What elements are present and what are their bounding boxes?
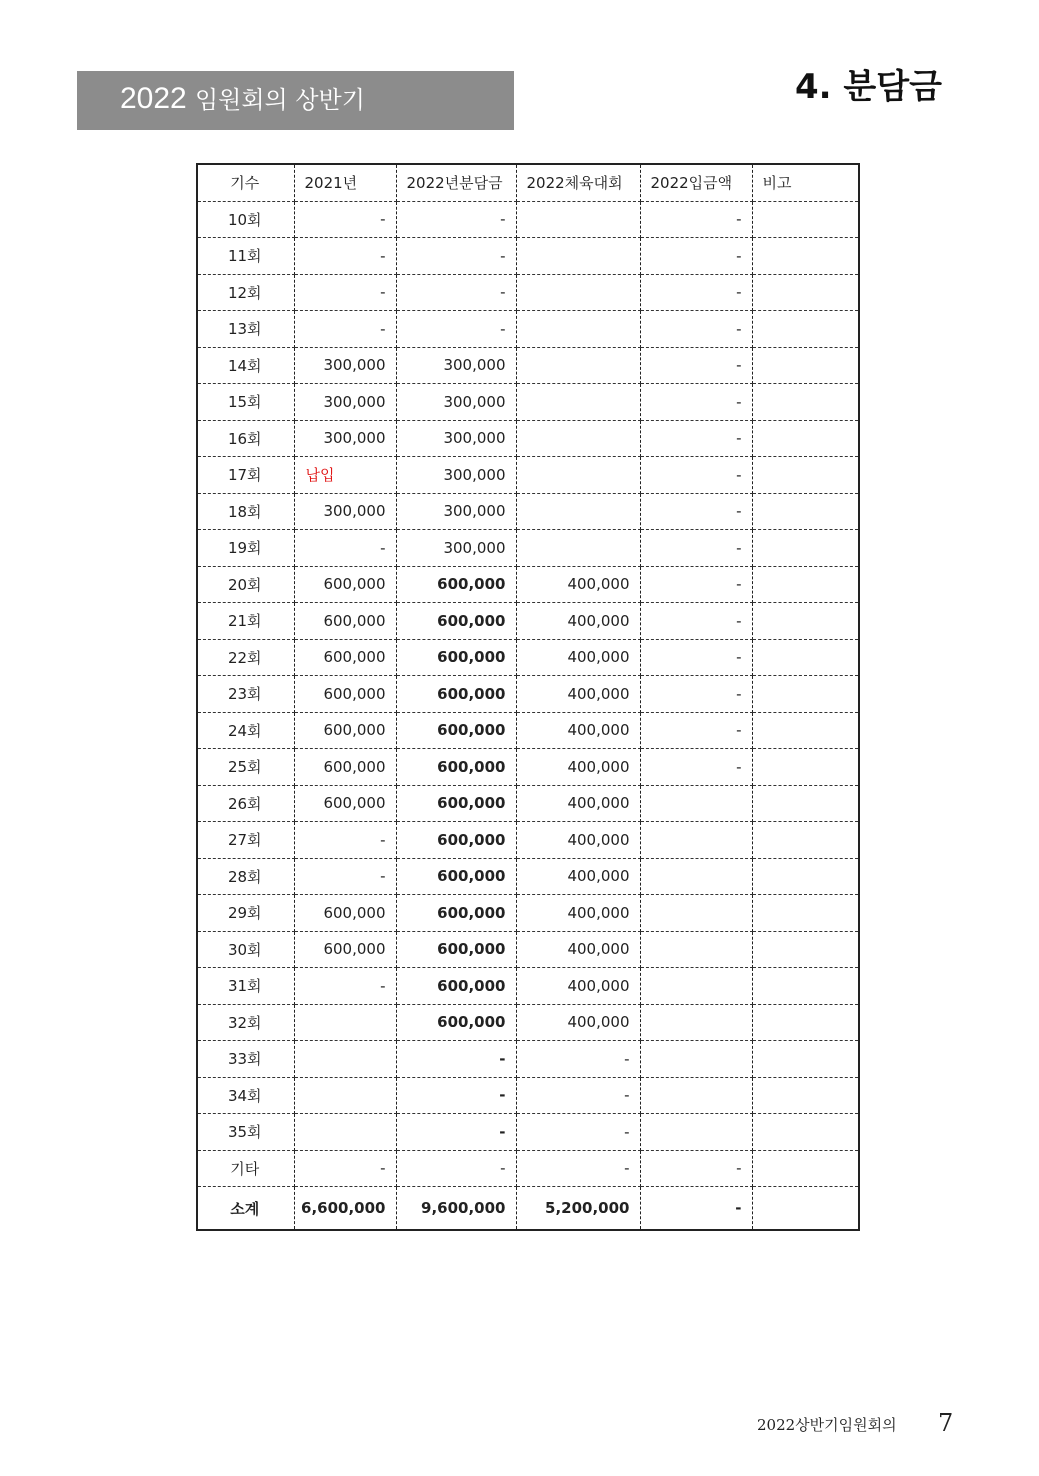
cell-2021 [294,1077,396,1114]
cell-2021: - [294,311,396,348]
cell-2022-sports [516,530,640,567]
cell-note [752,712,859,749]
table-row [197,347,859,384]
cell-2022-paid: - [640,676,752,713]
cell-cohort: 13회 [197,311,294,348]
cell-2021 [294,1114,396,1151]
cell-2022-sports: 400,000 [516,749,640,786]
cell-2022-share: 600,000 [396,676,516,713]
cell-cohort: 24회 [197,712,294,749]
cell-note [752,931,859,968]
table-row [197,749,859,786]
table-row [197,238,859,275]
cell-2022-paid: - [640,274,752,311]
cell-cohort: 23회 [197,676,294,713]
footer-text: 2022상반기임원회의 [757,1416,897,1434]
dues-table-container [196,163,858,1231]
cell-2021: - [294,238,396,275]
cell-note [752,384,859,421]
cell-2022-paid: - [640,1150,752,1187]
cell-note [752,822,859,859]
table-row [197,201,859,238]
cell-2022-sports [516,238,640,275]
cell-note [752,347,859,384]
cell-2022-sports: 400,000 [516,676,640,713]
cell-2022-sports: 400,000 [516,822,640,859]
cell-cohort: 22회 [197,639,294,676]
cell-note [752,1150,859,1187]
column-header: 2022체육대회 [516,164,640,201]
cell-cohort: 15회 [197,384,294,421]
cell-2021: 600,000 [294,603,396,640]
cell-2022-share: - [396,311,516,348]
table-row [197,420,859,457]
cell-note [752,1041,859,1078]
cell-2021: - [294,822,396,859]
cell-2022-share: 9,600,000 [396,1187,516,1231]
cell-cohort: 소계 [197,1187,294,1231]
cell-2022-share: - [396,1041,516,1078]
cell-2022-sports: 400,000 [516,603,640,640]
cell-note [752,493,859,530]
cell-2022-sports [516,420,640,457]
cell-cohort: 27회 [197,822,294,859]
cell-2022-share: - [396,238,516,275]
cell-2022-sports [516,201,640,238]
cell-note [752,420,859,457]
cell-2022-paid [640,1041,752,1078]
cell-cohort: 25회 [197,749,294,786]
cell-note [752,1187,859,1231]
cell-note [752,311,859,348]
cell-2022-sports: 400,000 [516,785,640,822]
cell-cohort: 30회 [197,931,294,968]
cell-2021: 납입 [294,457,396,494]
cell-2022-sports: 400,000 [516,566,640,603]
cell-cohort: 32회 [197,1004,294,1041]
cell-2022-paid: - [640,639,752,676]
cell-2022-paid: - [640,201,752,238]
column-header: 2022입금액 [640,164,752,201]
cell-cohort: 10회 [197,201,294,238]
cell-2022-sports [516,457,640,494]
cell-2022-sports [516,274,640,311]
cell-2022-paid: - [640,384,752,421]
cell-2021: - [294,968,396,1005]
cell-2022-share: 600,000 [396,749,516,786]
cell-note [752,457,859,494]
table-row [197,712,859,749]
cell-note [752,274,859,311]
cell-2022-paid [640,895,752,932]
cell-2022-sports: - [516,1150,640,1187]
table-row [197,1114,859,1151]
cell-2022-paid: - [640,749,752,786]
cell-2021: 600,000 [294,785,396,822]
cell-cohort: 21회 [197,603,294,640]
table-row [197,676,859,713]
cell-2022-paid [640,858,752,895]
table-row [197,274,859,311]
header-banner [77,71,514,130]
cell-2021: 300,000 [294,384,396,421]
cell-2022-share: - [396,1150,516,1187]
cell-cohort: 29회 [197,895,294,932]
cell-2021: 300,000 [294,420,396,457]
cell-2021 [294,1004,396,1041]
cell-2021: - [294,530,396,567]
cell-2022-sports: - [516,1041,640,1078]
cell-cohort: 기타 [197,1150,294,1187]
cell-2022-sports: 5,200,000 [516,1187,640,1231]
cell-2022-sports [516,493,640,530]
cell-cohort: 33회 [197,1041,294,1078]
cell-note [752,895,859,932]
cell-2022-paid: - [640,566,752,603]
table-row [197,1150,859,1187]
cell-2022-share: 600,000 [396,895,516,932]
cell-2022-sports: 400,000 [516,858,640,895]
table-row [197,931,859,968]
cell-2022-sports: 400,000 [516,968,640,1005]
cell-2022-share: 300,000 [396,493,516,530]
cell-2022-share: 300,000 [396,420,516,457]
section-title: 4. 분담금 [795,67,942,107]
table-row [197,785,859,822]
cell-2022-share: - [396,201,516,238]
cell-2021: 300,000 [294,493,396,530]
column-header: 2021년 [294,164,396,201]
cell-2021: 600,000 [294,676,396,713]
cell-2022-sports: 400,000 [516,639,640,676]
cell-2021: 600,000 [294,712,396,749]
cell-2022-paid [640,1114,752,1151]
table-row [197,822,859,859]
table-row [197,457,859,494]
cell-cohort: 35회 [197,1114,294,1151]
table-row [197,311,859,348]
cell-2022-paid [640,1077,752,1114]
cell-2021: 600,000 [294,931,396,968]
cell-note [752,785,859,822]
cell-cohort: 17회 [197,457,294,494]
cell-2022-share: 600,000 [396,822,516,859]
cell-note [752,1004,859,1041]
cell-2022-paid [640,1004,752,1041]
cell-2022-share: 600,000 [396,931,516,968]
cell-2022-share: 600,000 [396,858,516,895]
cell-2022-paid: - [640,347,752,384]
cell-2021: 600,000 [294,639,396,676]
cell-2022-share: 600,000 [396,968,516,1005]
cell-note [752,749,859,786]
cell-note [752,603,859,640]
table-row [197,895,859,932]
table-row [197,1077,859,1114]
cell-2022-paid [640,931,752,968]
cell-2022-paid [640,785,752,822]
dues-table [196,163,860,1231]
cell-cohort: 11회 [197,238,294,275]
cell-cohort: 28회 [197,858,294,895]
cell-2022-paid: - [640,493,752,530]
total-row [197,1187,859,1231]
cell-2021: - [294,274,396,311]
cell-2021: 6,600,000 [294,1187,396,1231]
table-row [197,968,859,1005]
table-row [197,639,859,676]
cell-note [752,1077,859,1114]
cell-note [752,1114,859,1151]
header-year: 2022 [120,82,187,115]
cell-cohort: 19회 [197,530,294,567]
cell-2022-paid: - [640,1187,752,1231]
cell-2021: 600,000 [294,749,396,786]
cell-2021: - [294,1150,396,1187]
cell-2022-sports: 400,000 [516,895,640,932]
cell-2021: 600,000 [294,895,396,932]
cell-2021: - [294,858,396,895]
table-row [197,603,859,640]
cell-cohort: 16회 [197,420,294,457]
cell-2022-paid: - [640,238,752,275]
cell-2022-paid: - [640,311,752,348]
cell-2022-sports: - [516,1114,640,1151]
cell-note [752,858,859,895]
cell-2022-paid: - [640,530,752,567]
cell-cohort: 20회 [197,566,294,603]
cell-2022-share: 600,000 [396,603,516,640]
cell-2022-paid [640,968,752,1005]
page-number: 7 [938,1409,954,1437]
cell-2022-share: 600,000 [396,785,516,822]
cell-2021: 300,000 [294,347,396,384]
cell-note [752,201,859,238]
table-row [197,1004,859,1041]
cell-2022-paid [640,822,752,859]
cell-2022-sports [516,347,640,384]
cell-cohort: 26회 [197,785,294,822]
table-row [197,493,859,530]
cell-cohort: 31회 [197,968,294,1005]
column-header: 2022년분담금 [396,164,516,201]
table-row [197,858,859,895]
cell-2022-share: - [396,1077,516,1114]
cell-2022-share: 300,000 [396,347,516,384]
cell-2022-sports: - [516,1077,640,1114]
cell-note [752,530,859,567]
column-header: 기수 [197,164,294,201]
cell-2022-share: 300,000 [396,530,516,567]
cell-2022-share: 600,000 [396,639,516,676]
table-row [197,530,859,567]
cell-2022-share: 300,000 [396,384,516,421]
cell-2022-share: - [396,274,516,311]
cell-2021 [294,1041,396,1078]
cell-note [752,676,859,713]
cell-2022-paid: - [640,603,752,640]
cell-2022-sports: 400,000 [516,1004,640,1041]
cell-note [752,238,859,275]
cell-2022-paid: - [640,457,752,494]
cell-2022-paid: - [640,420,752,457]
cell-2022-share: 300,000 [396,457,516,494]
cell-2022-share: 600,000 [396,1004,516,1041]
table-row [197,384,859,421]
cell-2022-paid: - [640,712,752,749]
cell-cohort: 34회 [197,1077,294,1114]
cell-2022-share: 600,000 [396,566,516,603]
cell-2021: 600,000 [294,566,396,603]
column-header: 비고 [752,164,859,201]
cell-2022-share: - [396,1114,516,1151]
cell-2021: - [294,201,396,238]
cell-note [752,566,859,603]
cell-2022-sports [516,311,640,348]
table-row [197,1041,859,1078]
cell-note [752,639,859,676]
table-row [197,566,859,603]
cell-cohort: 12회 [197,274,294,311]
cell-2022-sports: 400,000 [516,712,640,749]
header-title: 임원회의 상반기 [195,86,365,114]
table-header-row [197,164,859,201]
cell-2022-sports: 400,000 [516,931,640,968]
cell-cohort: 14회 [197,347,294,384]
cell-2022-share: 600,000 [396,712,516,749]
cell-note [752,968,859,1005]
cell-cohort: 18회 [197,493,294,530]
cell-2022-sports [516,384,640,421]
